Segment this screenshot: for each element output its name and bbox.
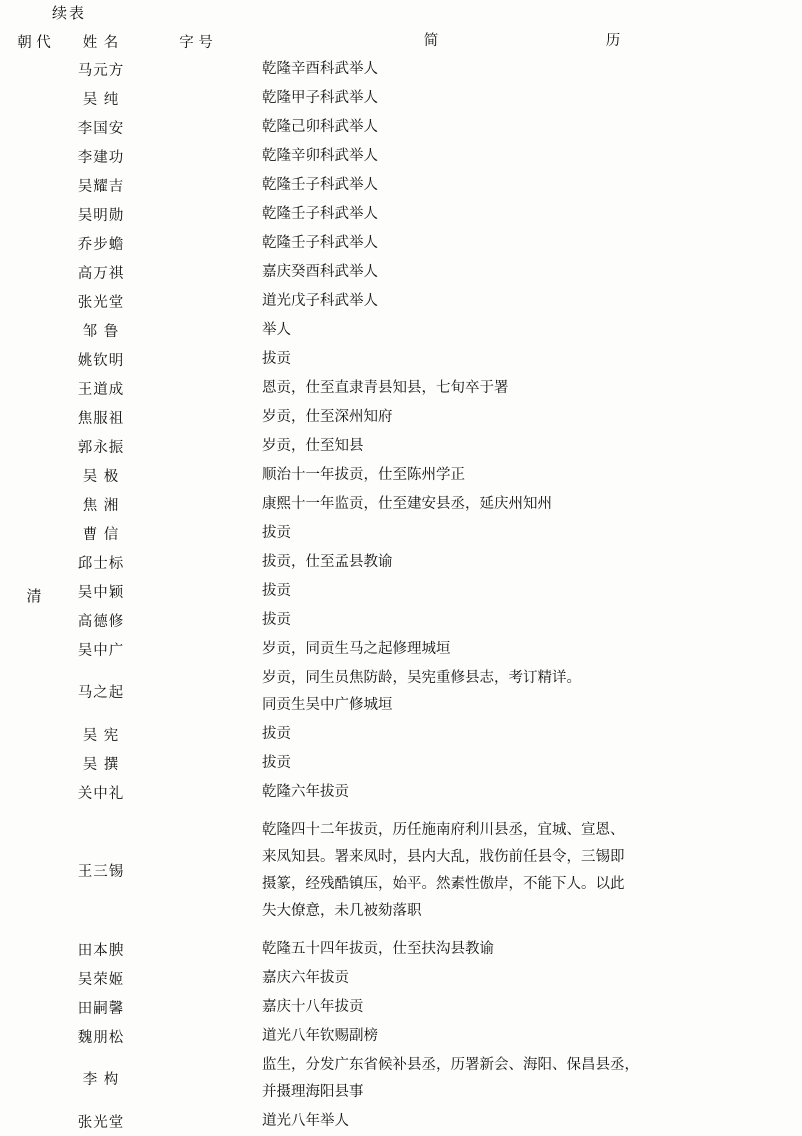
table-row <box>8 664 794 720</box>
zihao-cell <box>142 345 250 374</box>
biography-line: 举人 <box>262 321 291 338</box>
zihao-cell <box>142 1107 250 1136</box>
biography-cell <box>250 316 794 345</box>
zihao-cell <box>142 55 250 84</box>
biography-line: 拔贡 <box>262 754 291 771</box>
person-name-cell: 吴耀吉 <box>77 178 125 195</box>
zihao-cell <box>142 749 250 778</box>
person-name-cell: 吴 极 <box>82 468 120 485</box>
zihao-cell <box>142 200 250 229</box>
table-row <box>8 1022 794 1051</box>
biography-line: 乾隆甲子科武举人 <box>262 89 378 106</box>
records-table <box>8 28 794 1136</box>
biography-cell <box>250 519 794 548</box>
biography-line: 来凤知县。署来凤时，县内大乱，戕伤前任县令，三锡即 <box>262 849 625 865</box>
zihao-cell <box>142 720 250 749</box>
dynasty-cell <box>8 55 60 1136</box>
header-bio <box>250 28 794 55</box>
zihao-cell <box>142 403 250 432</box>
biography-line: 嘉庆十八年拔贡 <box>262 998 364 1015</box>
table-row <box>8 720 794 749</box>
person-name-cell: 李建功 <box>77 149 125 166</box>
biography-cell <box>250 55 794 84</box>
table-row <box>8 229 794 258</box>
header-dynasty: 朝 代 <box>17 34 51 51</box>
biography-line: 乾隆辛酉科武举人 <box>262 60 378 77</box>
zihao-cell <box>142 1022 250 1051</box>
biography-line: 嘉庆癸酉科武举人 <box>262 263 378 280</box>
biography-cell <box>250 664 794 720</box>
person-name-cell: 张光堂 <box>77 294 125 311</box>
zihao-cell <box>142 316 250 345</box>
table-row <box>8 200 794 229</box>
biography-cell <box>250 778 794 807</box>
biography-cell <box>250 577 794 606</box>
person-name-cell: 李 构 <box>82 1072 120 1089</box>
biography-cell <box>250 142 794 171</box>
table-row <box>8 55 794 84</box>
biography-line: 摄篆，经残酷镇压，始平。然素性傲岸，不能下人。以此 <box>262 875 625 892</box>
table-row <box>8 490 794 519</box>
biography-line: 岁贡，仕至知县 <box>262 437 364 454</box>
continued-table-label: 续表 <box>52 4 87 22</box>
table-row <box>8 403 794 432</box>
zihao-cell <box>142 519 250 548</box>
table-row <box>8 635 794 664</box>
person-name-cell: 姚钦明 <box>77 352 125 369</box>
biography-line: 乾隆五十四年拔贡，仕至扶沟县教谕 <box>262 940 494 957</box>
biography-cell <box>250 935 794 964</box>
biography-line: 岁贡，同生员焦防龄，吴宪重修县志，考订精详。 <box>262 670 581 686</box>
table-row <box>8 345 794 374</box>
biography-cell <box>250 229 794 258</box>
zihao-cell <box>142 606 250 635</box>
biography-cell <box>250 345 794 374</box>
table-row <box>8 807 794 935</box>
zihao-cell <box>142 258 250 287</box>
person-name-cell: 吴荣姬 <box>77 971 125 988</box>
biography-cell <box>250 548 794 577</box>
biography-line: 乾隆壬子科武举人 <box>262 234 378 251</box>
biography-cell <box>250 113 794 142</box>
table-row <box>8 519 794 548</box>
biography-cell <box>250 1022 794 1051</box>
table-row <box>8 1051 794 1107</box>
table-row <box>8 577 794 606</box>
table-row <box>8 258 794 287</box>
biography-line: 拔贡 <box>262 725 291 742</box>
zihao-cell <box>142 935 250 964</box>
table-row <box>8 1107 794 1136</box>
zihao-cell <box>142 664 250 720</box>
person-name-cell: 曹 信 <box>82 526 120 543</box>
biography-cell <box>250 258 794 287</box>
biography-line: 同贡生吴中广修城垣 <box>262 696 393 713</box>
biography-line: 拔贡，仕至孟县教谕 <box>262 553 393 570</box>
biography-cell <box>250 403 794 432</box>
person-name-cell: 郭永振 <box>77 439 125 456</box>
biography-cell <box>250 461 794 490</box>
biography-cell <box>250 720 794 749</box>
header-zihao: 字 号 <box>179 34 213 51</box>
biography-line: 恩贡，仕至直隶青县知县，七旬卒于署 <box>262 379 509 396</box>
table-header-row <box>8 28 794 55</box>
person-name-cell: 邱士标 <box>77 555 125 572</box>
table-row <box>8 964 794 993</box>
person-name-cell: 田嗣馨 <box>77 1000 125 1017</box>
zihao-cell <box>142 432 250 461</box>
table-row <box>8 461 794 490</box>
zihao-cell <box>142 807 250 935</box>
biography-line: 道光八年钦赐副榜 <box>262 1027 378 1044</box>
person-name-cell: 高万祺 <box>77 265 125 282</box>
table-row <box>8 113 794 142</box>
zihao-cell <box>142 374 250 403</box>
person-name-cell: 李国安 <box>77 120 125 137</box>
biography-line: 嘉庆六年拔贡 <box>262 969 349 986</box>
table-row <box>8 935 794 964</box>
biography-cell <box>250 84 794 113</box>
zihao-cell <box>142 778 250 807</box>
table-row <box>8 142 794 171</box>
zihao-cell <box>142 964 250 993</box>
person-name-cell: 吴 宪 <box>82 727 120 744</box>
zihao-cell <box>142 142 250 171</box>
biography-cell <box>250 749 794 778</box>
biography-line: 拔贡 <box>262 582 291 599</box>
table-row <box>8 374 794 403</box>
biography-cell <box>250 964 794 993</box>
biography-cell <box>250 1107 794 1136</box>
person-name-cell: 焦 湘 <box>82 497 120 514</box>
biography-cell <box>250 171 794 200</box>
table-row <box>8 749 794 778</box>
biography-line: 乾隆辛卯科武举人 <box>262 147 378 164</box>
zihao-cell <box>142 993 250 1022</box>
zihao-cell <box>142 171 250 200</box>
table-row <box>8 432 794 461</box>
person-name-cell: 吴中广 <box>77 642 125 659</box>
table-row <box>8 84 794 113</box>
biography-line: 拔贡 <box>262 524 291 541</box>
biography-cell <box>250 635 794 664</box>
biography-line: 拔贡 <box>262 350 291 367</box>
biography-line: 道光戊子科武举人 <box>262 292 378 309</box>
zihao-cell <box>142 1051 250 1107</box>
table-row <box>8 171 794 200</box>
biography-line: 失大僚意，未几被劾落职 <box>262 902 422 919</box>
biography-cell <box>250 432 794 461</box>
table-row <box>8 993 794 1022</box>
person-name-cell: 关中礼 <box>77 785 125 802</box>
zihao-cell <box>142 461 250 490</box>
biography-line: 康熙十一年监贡，仕至建安县丞，延庆州知州 <box>262 495 552 512</box>
zihao-cell <box>142 635 250 664</box>
zihao-cell <box>142 229 250 258</box>
zihao-cell <box>142 287 250 316</box>
header-name: 姓 名 <box>82 34 120 51</box>
table-row <box>8 606 794 635</box>
person-name-cell: 田本腴 <box>77 942 125 959</box>
person-name-cell: 王三锡 <box>77 864 125 881</box>
zihao-cell <box>142 84 250 113</box>
header-bio-right: 历 <box>605 33 621 49</box>
biography-line: 并摄理海阳县事 <box>262 1083 364 1100</box>
table-row <box>8 287 794 316</box>
person-name-cell: 吴 撰 <box>82 756 120 773</box>
zihao-cell <box>142 113 250 142</box>
person-name-cell: 吴明勋 <box>77 207 125 224</box>
biography-cell <box>250 490 794 519</box>
biography-line: 乾隆己卯科武举人 <box>262 118 378 135</box>
zihao-cell <box>142 548 250 577</box>
biography-line: 乾隆壬子科武举人 <box>262 205 378 222</box>
biography-cell <box>250 993 794 1022</box>
biography-cell <box>250 374 794 403</box>
biography-cell <box>250 606 794 635</box>
biography-line: 岁贡，同贡生马之起修理城垣 <box>262 640 451 657</box>
person-name-cell: 乔步蟾 <box>77 236 125 253</box>
person-name-cell: 魏朋松 <box>77 1029 125 1046</box>
person-name-cell: 马之起 <box>77 685 125 702</box>
biography-line: 乾隆六年拔贡 <box>262 783 349 800</box>
person-name-cell: 马元方 <box>77 62 125 79</box>
biography-line: 顺治十一年拔贡，仕至陈州学正 <box>262 466 465 483</box>
biography-line: 道光八年举人 <box>262 1112 349 1129</box>
person-name-cell: 张光堂 <box>77 1114 125 1131</box>
biography-line: 监生，分发广东省候补县丞，历署新会、海阳、保昌县丞， <box>262 1057 639 1073</box>
person-name-cell: 吴 纯 <box>82 91 120 108</box>
biography-cell <box>250 1051 794 1107</box>
biography-cell <box>250 807 794 935</box>
person-name-cell: 邹 鲁 <box>82 323 120 340</box>
biography-cell <box>250 287 794 316</box>
table-row <box>8 778 794 807</box>
biography-line: 拔贡 <box>262 611 291 628</box>
dynasty-label: 清 <box>26 586 42 605</box>
zihao-cell <box>142 490 250 519</box>
zihao-cell <box>142 577 250 606</box>
table-row <box>8 316 794 345</box>
person-name-cell: 吴中颖 <box>77 584 125 601</box>
biography-cell <box>250 200 794 229</box>
biography-line: 乾隆四十二年拔贡，历任施南府利川县丞，宜城、宣恩、 <box>262 822 625 839</box>
biography-line: 乾隆壬子科武举人 <box>262 176 378 193</box>
person-name-cell: 焦服祖 <box>77 410 125 427</box>
header-bio-left: 简 <box>423 33 439 49</box>
person-name-cell: 王道成 <box>77 381 125 398</box>
person-name-cell: 高德修 <box>77 613 125 630</box>
table-row <box>8 548 794 577</box>
biography-line: 岁贡，仕至深州知府 <box>262 408 393 425</box>
